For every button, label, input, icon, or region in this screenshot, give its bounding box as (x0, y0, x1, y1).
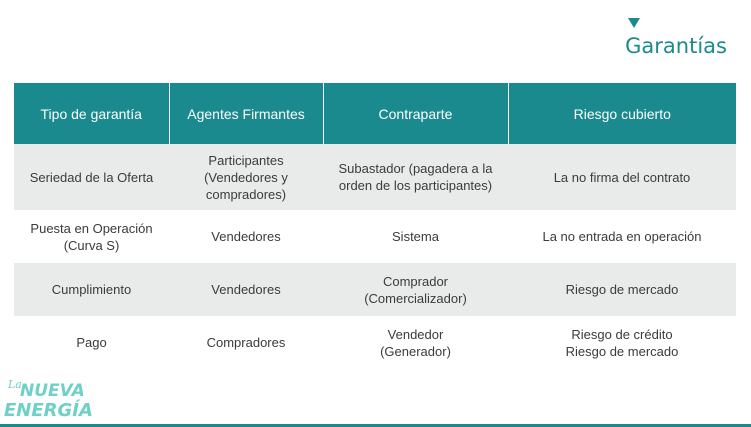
cell-line: compradores) (205, 186, 287, 202)
table-header-row (14, 83, 736, 144)
header-agentes: Agentes Firmantes (169, 83, 323, 144)
cell-line: Cumplimiento (51, 282, 132, 297)
cell-line: La no entrada en operación (542, 229, 702, 244)
header-riesgo: Riesgo cubierto (508, 83, 736, 144)
cell-riesgo (508, 263, 736, 316)
cell-line: Participantes (208, 152, 284, 168)
slide-title: Garantías (625, 34, 727, 58)
cell-line: Riesgo de mercado (565, 282, 679, 297)
cell-contraparte (323, 144, 508, 210)
logo-text-energia: ENERGÍA (4, 400, 93, 421)
cell-agentes (169, 263, 323, 316)
header-tipo: Tipo de garantía (14, 83, 169, 144)
cell-riesgo (508, 210, 736, 263)
cell-contraparte (323, 316, 508, 369)
table-row (14, 316, 736, 369)
cell-line: Riesgo de mercado (565, 343, 679, 359)
cell-line: Vendedores (211, 229, 281, 244)
table-row (14, 210, 736, 263)
cell-line: Seriedad de la Oferta (29, 169, 154, 185)
cell-line: Riesgo de crédito (571, 326, 673, 342)
logo-text-la: La (8, 378, 22, 391)
cell-tipo (14, 263, 169, 316)
cell-line: (Vendedores y (204, 169, 288, 185)
cell-contraparte (323, 210, 508, 263)
cell-line: Comprador (382, 273, 449, 289)
cell-tipo (14, 210, 169, 263)
cell-tipo (14, 316, 169, 369)
cell-contraparte (323, 263, 508, 316)
cell-line: Puesta en Operación (30, 220, 153, 236)
cell-line: Vendedores (211, 282, 281, 297)
cell-riesgo (508, 144, 736, 210)
cell-line: (Generador) (380, 343, 451, 359)
la-nueva-energia-logo (4, 374, 100, 422)
cell-riesgo (508, 316, 736, 369)
cell-line: La no firma del contrato (553, 169, 691, 185)
guarantees-table (14, 83, 736, 369)
cell-tipo (14, 144, 169, 210)
logo-text-nueva: NUEVA (20, 381, 85, 401)
cell-line: Pago (76, 335, 107, 350)
title-marker-icon (628, 18, 640, 28)
cell-line: Subastador (pagadera a la (338, 161, 493, 176)
cell-line: orden de los participantes) (338, 178, 493, 193)
table-row (14, 144, 736, 210)
cell-line: (Curva S) (63, 237, 120, 253)
table-row (14, 263, 736, 316)
cell-line: Compradores (206, 335, 286, 350)
cell-agentes (169, 144, 323, 210)
header-contraparte: Contraparte (323, 83, 508, 144)
cell-line: Sistema (392, 229, 439, 244)
cell-line: (Comercializador) (364, 290, 467, 306)
cell-agentes (169, 210, 323, 263)
cell-line: Vendedor (387, 326, 444, 342)
cell-agentes (169, 316, 323, 369)
